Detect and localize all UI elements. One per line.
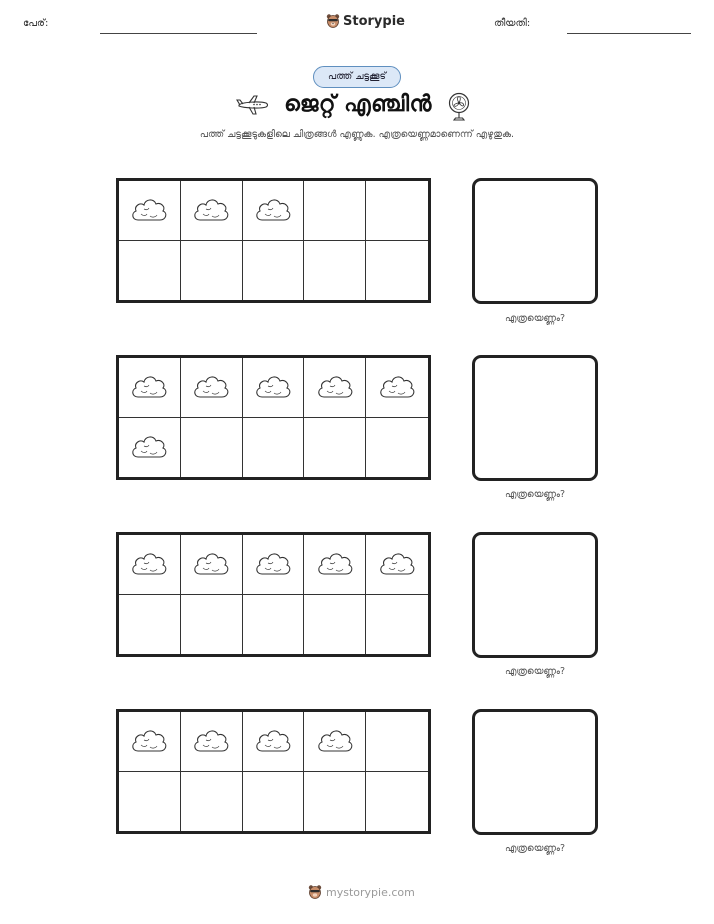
- ten-frame-cell: [243, 772, 305, 832]
- ten-frame-cell: [304, 241, 366, 301]
- answer-prompt-1: എത്രയെണ്ണം?: [504, 313, 566, 324]
- cloud-icon: [191, 726, 231, 756]
- ten-frame-cell: [181, 418, 243, 478]
- topic-badge: പത്ത് ചട്ടക്കൂട്: [313, 66, 401, 88]
- ten-frame-cell: [366, 241, 428, 301]
- cloud-icon: [129, 372, 169, 402]
- ten-frame-cell: [304, 181, 366, 241]
- ten-frame-cell: [304, 712, 366, 772]
- ten-frame-cell: [119, 772, 181, 832]
- cloud-icon: [129, 726, 169, 756]
- ten-frame-cell: [243, 181, 305, 241]
- brand-name: Storypie: [343, 13, 405, 29]
- cloud-icon: [253, 372, 293, 402]
- ten-frame-2: [116, 355, 431, 480]
- ten-frame-cell: [243, 241, 305, 301]
- ten-frame-cell: [366, 181, 428, 241]
- cloud-icon: [129, 195, 169, 225]
- ten-frame-cell: [366, 712, 428, 772]
- name-field[interactable]: [100, 33, 257, 34]
- ten-frame-cell: [366, 535, 428, 595]
- ten-frame-cell: [119, 712, 181, 772]
- cloud-icon: [191, 549, 231, 579]
- ten-frame-cell: [181, 535, 243, 595]
- cloud-icon: [191, 195, 231, 225]
- bear-logo-icon: [326, 13, 340, 29]
- cloud-icon: [129, 432, 169, 462]
- ten-frame-cell: [181, 181, 243, 241]
- ten-frame-cell: [243, 358, 305, 418]
- ten-frame-4: [116, 709, 431, 834]
- answer-box-1[interactable]: [472, 178, 598, 304]
- instructions: പത്ത് ചട്ടക്കൂടുകളിലെ ചിത്രങ്ങൾ എണ്ണുക. എത്രയെണ്ണമാണെന്ന് എഴുതുക.: [199, 129, 515, 140]
- date-field[interactable]: [567, 33, 691, 34]
- date-label: തീയതി:: [494, 18, 531, 29]
- ten-frame-cell: [304, 595, 366, 655]
- page-title: ജെറ്റ് എഞ്ചിൻ: [284, 92, 432, 117]
- cloud-icon: [253, 195, 293, 225]
- answer-prompt-3: എത്രയെണ്ണം?: [504, 666, 566, 677]
- cloud-icon: [315, 372, 355, 402]
- answer-box-4[interactable]: [472, 709, 598, 835]
- ten-frame-cell: [181, 772, 243, 832]
- cloud-icon: [315, 726, 355, 756]
- ten-frame-cell: [304, 418, 366, 478]
- cloud-icon: [377, 372, 417, 402]
- airplane-icon: [236, 94, 270, 116]
- footer-url: mystorypie.com: [326, 885, 415, 899]
- ten-frame-cell: [243, 535, 305, 595]
- fan-icon: [446, 92, 472, 122]
- ten-frame-cell: [366, 772, 428, 832]
- ten-frame-cell: [181, 595, 243, 655]
- name-label: പേര്:: [23, 18, 49, 29]
- cloud-icon: [191, 372, 231, 402]
- ten-frame-1: [116, 178, 431, 303]
- ten-frame-cell: [119, 358, 181, 418]
- ten-frame-cell: [119, 535, 181, 595]
- ten-frame-cell: [304, 772, 366, 832]
- ten-frame-cell: [304, 358, 366, 418]
- ten-frame-cell: [181, 358, 243, 418]
- ten-frame-cell: [366, 418, 428, 478]
- answer-box-3[interactable]: [472, 532, 598, 658]
- ten-frame-cell: [181, 712, 243, 772]
- ten-frame-cell: [243, 712, 305, 772]
- footer: [308, 884, 415, 900]
- answer-prompt-2: എത്രയെണ്ണം?: [504, 489, 566, 500]
- ten-frame-cell: [304, 535, 366, 595]
- ten-frame-3: [116, 532, 431, 657]
- ten-frame-cell: [119, 418, 181, 478]
- answer-box-2[interactable]: [472, 355, 598, 481]
- ten-frame-cell: [181, 241, 243, 301]
- cloud-icon: [315, 549, 355, 579]
- bear-logo-icon: [308, 884, 322, 900]
- ten-frame-cell: [366, 358, 428, 418]
- cloud-icon: [253, 549, 293, 579]
- brand-logo: [326, 13, 405, 29]
- ten-frame-cell: [243, 595, 305, 655]
- ten-frame-cell: [119, 595, 181, 655]
- ten-frame-cell: [119, 241, 181, 301]
- ten-frame-cell: [366, 595, 428, 655]
- answer-prompt-4: എത്രയെണ്ണം?: [504, 843, 566, 854]
- ten-frame-cell: [119, 181, 181, 241]
- cloud-icon: [129, 549, 169, 579]
- ten-frame-cell: [243, 418, 305, 478]
- cloud-icon: [253, 726, 293, 756]
- cloud-icon: [377, 549, 417, 579]
